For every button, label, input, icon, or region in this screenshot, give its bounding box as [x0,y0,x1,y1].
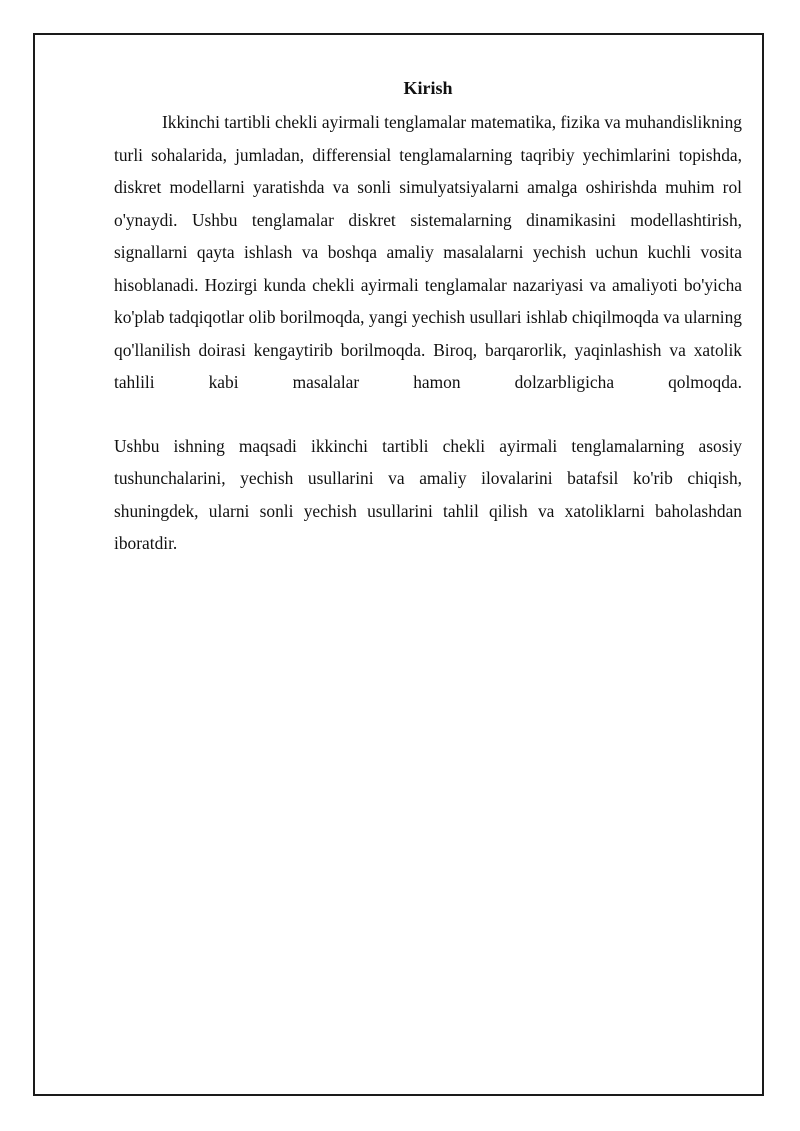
document-title: Kirish [403,78,453,98]
paragraph-introduction: Ikkinchi tartibli chekli ayirmali tenglamalar matematika, fizika va muhandislikning turli sohalarida, jumladan, differensial tenglamalarning taqribiy yechimlarini topishda, diskret modellarni yaratishda va sonli simulyatsiyalarni amalga oshirishda muhim rol o'ynaydi. Ushbu tenglamalar diskret sistemalarning dinamikasini modellashtirish, signallarni qayta ishlash va boshqa amaliy masalalarni yechish uchun kuchli vosita hisoblanadi. Hozirgi kunda chekli ayirmali tenglamalar nazariyasi va amaliyoti bo'yicha ko'plab tadqiqotlar olib borilmoqda, yangi yechish usullari ishlab chiqilmoqda va ularning qo'llanilish doirasi kengaytirib borilmoqda. Biroq, barqarorlik, yaqinlashish va xatolik tahlili kabi masalalar hamon dolzarbligicha qolmoqda. [114,112,742,392]
paragraph-spacer [114,399,742,430]
document-body [114,74,742,560]
paragraph-objective: Ushbu ishning maqsadi ikkinchi tartibli chekli ayirmali tenglamalarning asosiy tushunchalarini, yechish usullarini va amaliy ilovalarini batafsil ko'rib chiqish, shuningdek, ularni sonli yechish usullarini tahlil qilish va xatoliklarni baholashdan iboratdir. [114,435,742,553]
